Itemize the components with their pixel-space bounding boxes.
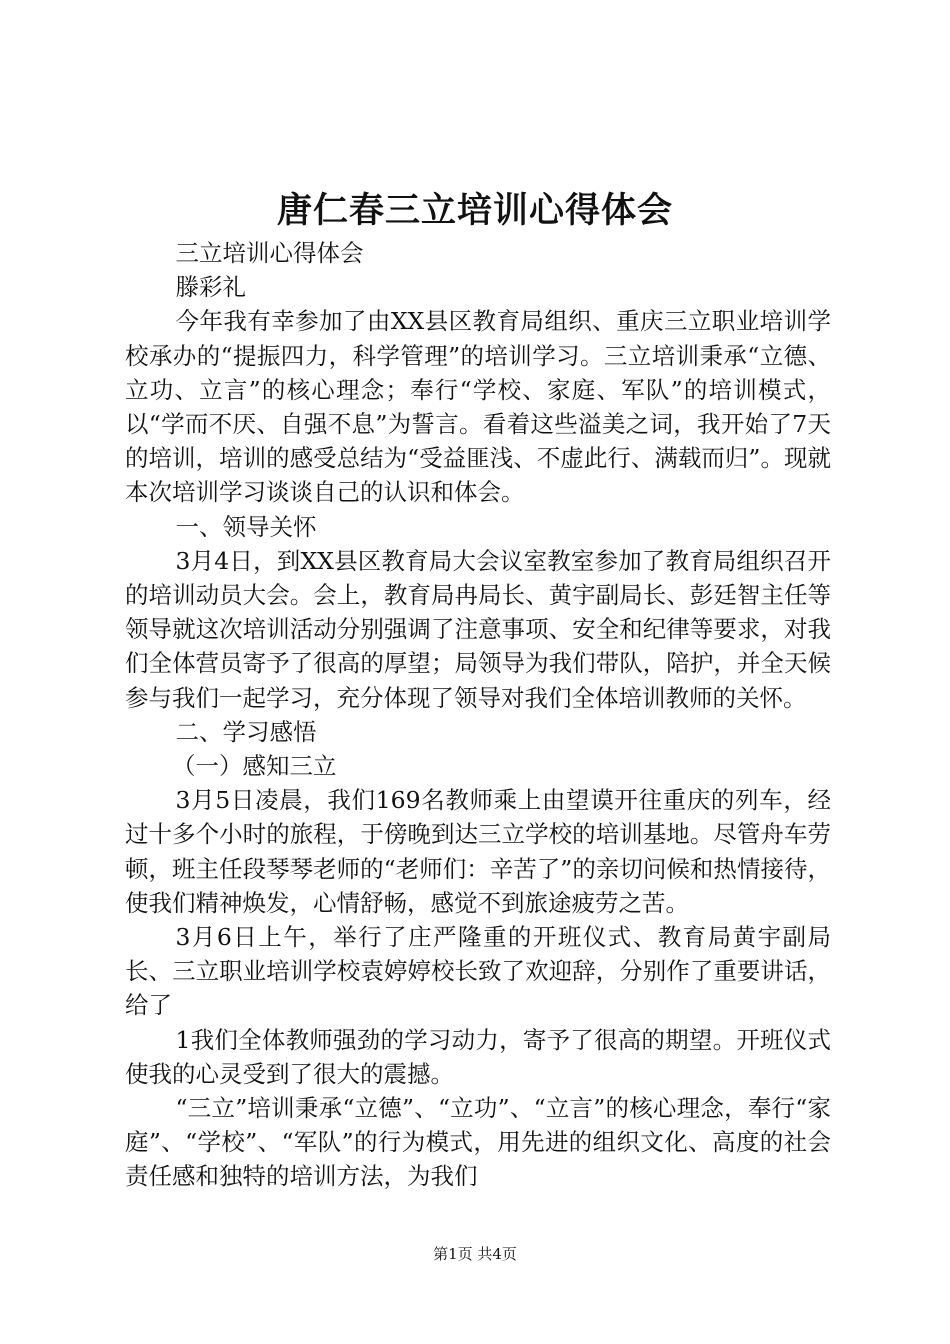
paragraph: 今年我有幸参加了由XX县区教育局组织、重庆三立职业培训学校承办的“提振四力，科学管理”的培训学习。三立培训秉承“立德、立功、立言”的核心理念；奉行“学校、家庭、军队”的培训模式，以“学而不厌、自强不息”为誓言。看着这些溢美之词，我开始了7天的培训，培训的感受总结为“受益匪浅、不虚此行、满载而归”。现就本次培训学习谈谈自己的认识和体会。 [125,307,831,507]
section-heading: 一、领导关怀 [175,512,317,541]
paragraph: “三立”培训秉承“立德”、“立功”、“立言”的核心理念，奉行“家庭”、“学校”、“军队”的行为模式，用先进的组织文化、高度的社会责任感和独特的培训方法，为我们 [125,1094,831,1191]
paragraph: 3月4日，到XX县区教育局大会议室教室参加了教育局组织召开的培训动员大会。会上，教育局冉局长、黄宇副局长、彭廷智主任等领导就这次培训活动分别强调了注意事项、安全和纪律等要求，对我们全体营员寄予了很高的厚望；局领导为我们带队，陪护，并全天候参与我们一起学习，充分体现了领导对我们全体培训教师的关怀。 [125,546,831,712]
section-heading: 二、学习感悟 [175,717,317,746]
paragraph: 3月6日上午，举行了庄严隆重的开班仪式、教育局黄宇副局长、三立职业培训学校袁婷婷校长致了欢迎辞，分别作了重要讲话，给了 [125,923,831,1020]
subsection-heading: （一）感知三立 [172,752,337,781]
document-title: 唐仁春三立培训心得体会 [276,190,673,231]
subtitle: 三立培训心得体会 [175,239,364,267]
paragraph: 1我们全体教师强劲的学习动力，寄予了很高的期望。开班仪式使我的心灵受到了很大的震撼。 [125,1025,831,1088]
page-footer: 第1页 共4页 [433,1245,517,1263]
paragraph: 3月5日凌晨，我们169名教师乘上由望谟开往重庆的列车，经过十多个小时的旅程，于傍晚到达三立学校的培训基地。尽管舟车劳顿，班主任段琴琴老师的“老师们：辛苦了”的亲切问候和热情接待，使我们精神焕发，心情舒畅，感觉不到旅途疲劳之苦。 [125,786,831,917]
author: 滕彩礼 [175,273,247,302]
document-body [125,236,831,1194]
